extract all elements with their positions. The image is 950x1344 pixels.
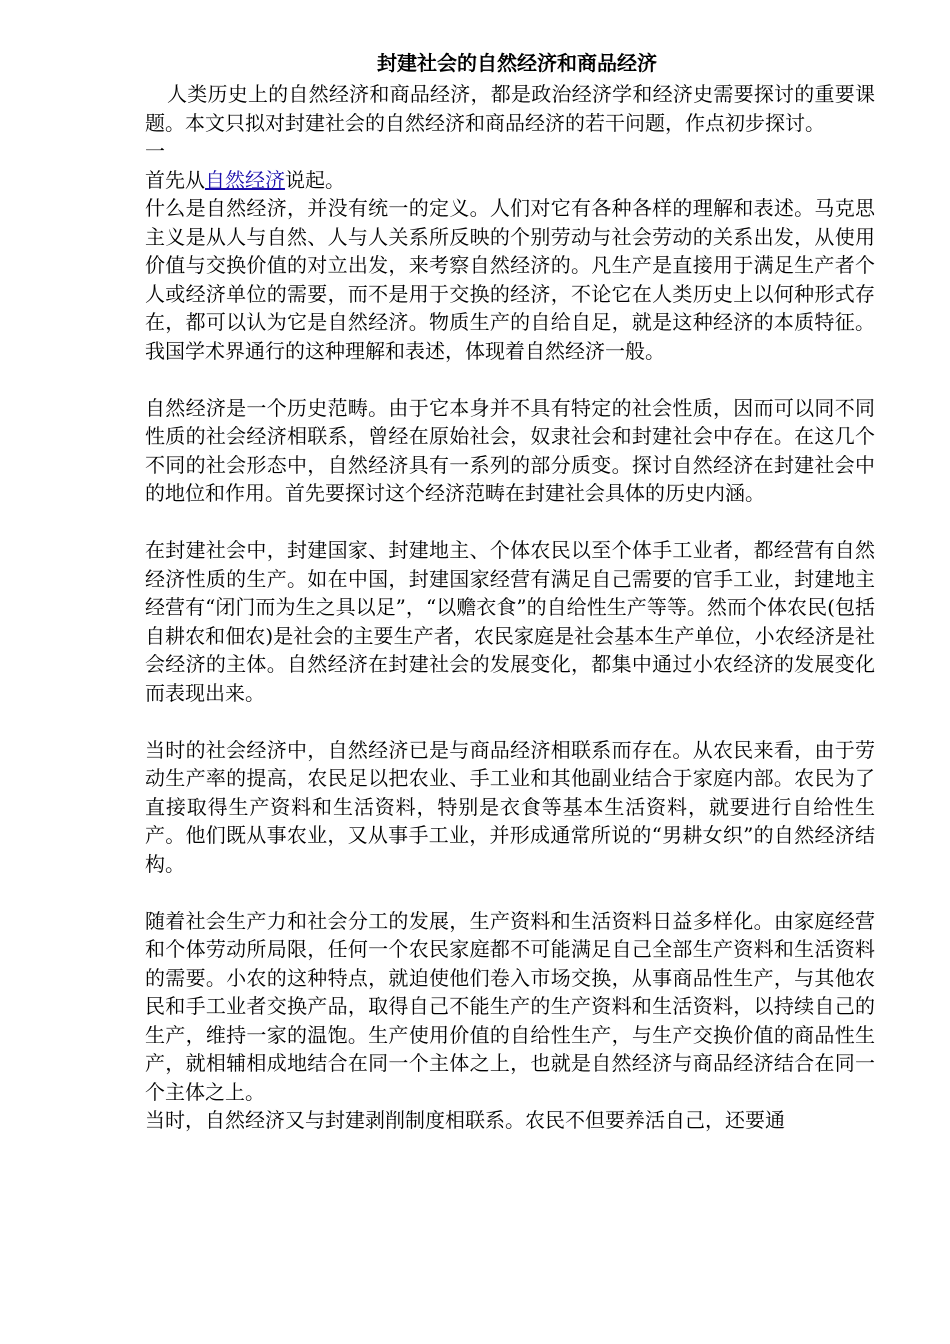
intro-paragraph: 人类历史上的自然经济和商品经济，都是政治经济学和经济史需要探讨的重要课题。本文只拟对封建社会的自然经济和商品经济的若干问题，作点初步探讨。 [145, 82, 875, 135]
lead-paragraph [145, 166, 875, 195]
paragraph-gap [145, 878, 875, 907]
document-page [145, 48, 875, 1135]
lead-text-after: 说起。 [285, 167, 345, 192]
body-paragraph-6: 当时，自然经济又与封建剥削制度相联系。农民不但要养活自己，还要通 [145, 1108, 785, 1132]
paragraph-gap [145, 508, 875, 537]
paragraph-gap [145, 707, 875, 736]
body-paragraph-4: 当时的社会经济中，自然经济已是与商品经济相联系而存在。从农民来看，由于劳动生产率的提高，农民足以把农业、手工业和其他副业结合于家庭内部。农民为了直接取得生产资料和生活资料，特别是衣食等基本生活资料，就要进行自给性生产。他们既从事农业，又从事手工业，并形成通常所说的“男耕女织”的自然经济结构。 [145, 737, 875, 876]
section-number: 一 [145, 139, 165, 163]
lead-text-before: 首先从 [145, 167, 205, 192]
body-paragraph-3: 在封建社会中，封建国家、封建地主、个体农民以至个体手工业者，都经营有自然经济性质的生产。如在中国，封建国家经营有满足自己需要的官手工业，封建地主经营有“闭门而为生之具以足”，“以赡衣食”的自给性生产等等。然而个体农民(包括自耕农和佃农)是社会的主要生产者，农民家庭是社会基本生产单位，小农经济是社会经济的主体。自然经济在封建社会的发展变化，都集中通过小农经济的发展变化而表现出来。 [145, 538, 875, 705]
document-title: 封建社会的自然经济和商品经济 [377, 51, 657, 75]
natural-economy-link[interactable]: 自然经济 [205, 167, 285, 192]
body-paragraph-2: 自然经济是一个历史范畴。由于它本身并不具有特定的社会性质，因而可以同不同性质的社会经济相联系，曾经在原始社会，奴隶社会和封建社会中存在。在这几个不同的社会形态中，自然经济具有一系列的部分质变。探讨自然经济在封建社会中的地位和作用。首先要探讨这个经济范畴在封建社会具体的历史内涵。 [145, 395, 875, 505]
body-paragraph-1: 什么是自然经济，并没有统一的定义。人们对它有各种各样的理解和表述。马克思主义是从人与自然、人与人关系所反映的个别劳动与社会劳动的关系出发，从使用价值与交换价值的对立出发，来考察自然经济的。凡生产是直接用于满足生产者个人或经济单位的需要，而不是用于交换的经济，不论它在人类历史上以何种形式存在，都可以认为它是自然经济。物质生产的自给自足，就是这种经济的本质特征。我国学术界通行的这种理解和表述，体现着自然经济一般。 [145, 196, 875, 363]
paragraph-gap [145, 365, 875, 394]
body-paragraph-5: 随着社会生产力和社会分工的发展，生产资料和生活资料日益多样化。由家庭经营和个体劳动所局限，任何一个农民家庭都不可能满足自己全部生产资料和生活资料的需要。小农的这种特点，就迫使他们卷入市场交换，从事商品性生产，与其他农民和手工业者交换产品，取得自己不能生产的生产资料和生活资料，以持续自己的生产，维持一家的温饱。生产使用价值的自给性生产，与生产交换价值的商品性生产，就相辅相成地结合在同一个主体之上，也就是自然经济与商品经济结合在同一个主体之上。 [145, 908, 875, 1104]
